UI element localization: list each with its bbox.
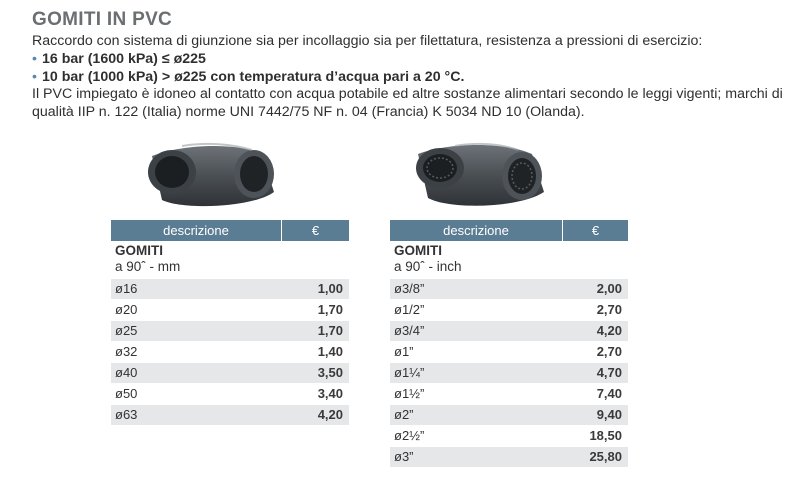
size-cell: ø2” [394,407,414,422]
price-table-mm [111,220,349,426]
price-cell: 2,70 [596,344,622,359]
size-cell: ø25 [115,323,138,338]
table-header [390,220,628,241]
price-table-inch [390,220,628,468]
bullet-1-text: 16 bar (1600 kPa) ≤ ø225 [41,50,206,67]
header-price: € [281,220,349,241]
price-cell: 3,40 [317,386,343,401]
price-cell: 4,20 [596,323,622,338]
group-heading [111,241,349,279]
size-cell: ø40 [115,365,138,380]
bullet-2-text: 10 bar (1000 kPa) > ø225 con temperatura d’acqua pari a 20 °C. [41,68,465,85]
price-cell: 3,50 [317,365,343,380]
size-cell: ø32 [115,344,138,359]
table-row [111,405,349,426]
group-subtitle: a 90ˆ - inch [394,259,462,274]
size-cell: ø1¼” [394,365,425,380]
price-cell: 1,70 [317,302,343,317]
price-cell: 25,80 [589,449,622,464]
size-cell: ø1” [394,344,414,359]
size-cell: ø16 [115,281,138,296]
price-cell: 4,70 [596,365,622,380]
header-price: € [562,220,628,241]
price-cell: 2,70 [596,302,622,317]
table-row [390,426,628,447]
size-cell: ø63 [115,407,138,422]
page-title: GOMITI IN PVC [32,9,173,30]
intro-text [32,33,792,122]
table-row [111,300,349,321]
price-cell: 1,00 [317,281,343,296]
table-row [390,342,628,363]
intro-line-2: Il PVC impiegato è idoneo al contatto con acqua potabile ed altre sostanze alimentari secondo le leggi vigenti; marchi di qualità IIP n. 122 (Italia) norme UNI 7442/75 NF n. 04 (Francia) K 5034 ND 10 (Olanda). [32,86,783,121]
table-row [111,321,349,342]
table-row [390,279,628,300]
size-cell: ø1/2” [394,302,425,317]
table-row [111,342,349,363]
table-row [390,321,628,342]
price-cell: 7,40 [596,386,622,401]
size-cell: ø1½” [394,386,425,401]
price-cell: 18,50 [589,428,622,443]
table-row [111,279,349,300]
table-row [111,363,349,384]
group-title: GOMITI [394,243,442,258]
table-row [390,363,628,384]
price-cell: 1,40 [317,344,343,359]
price-cell: 9,40 [596,407,622,422]
size-cell: ø20 [115,302,138,317]
size-cell: ø2½” [394,428,425,443]
elbow-smooth-image [142,134,282,214]
header-description: descrizione [443,223,509,238]
bullet-2 [32,69,792,87]
elbow-threaded-image [410,134,550,214]
table-row [390,384,628,405]
size-cell: ø3/8” [394,281,425,296]
header-description: descrizione [163,223,229,238]
price-cell: 4,20 [317,407,343,422]
table-row [390,447,628,468]
group-subtitle: a 90ˆ - mm [115,259,181,274]
table-row [390,405,628,426]
table-row [390,300,628,321]
price-cell: 1,70 [317,323,343,338]
table-row [111,384,349,405]
group-title: GOMITI [115,243,163,258]
bullet-1 [32,51,792,69]
bullet-dot-icon: • [32,50,37,67]
bullet-dot-icon: • [32,68,37,85]
size-cell: ø3/4” [394,323,425,338]
size-cell: ø3” [394,449,414,464]
size-cell: ø50 [115,386,138,401]
group-heading [390,241,628,279]
table-header [111,220,349,241]
price-cell: 2,00 [596,281,622,296]
intro-line-1: Raccordo con sistema di giunzione sia per incollaggio sia per filettatura, resistenza a pressioni di esercizio: [32,33,703,49]
